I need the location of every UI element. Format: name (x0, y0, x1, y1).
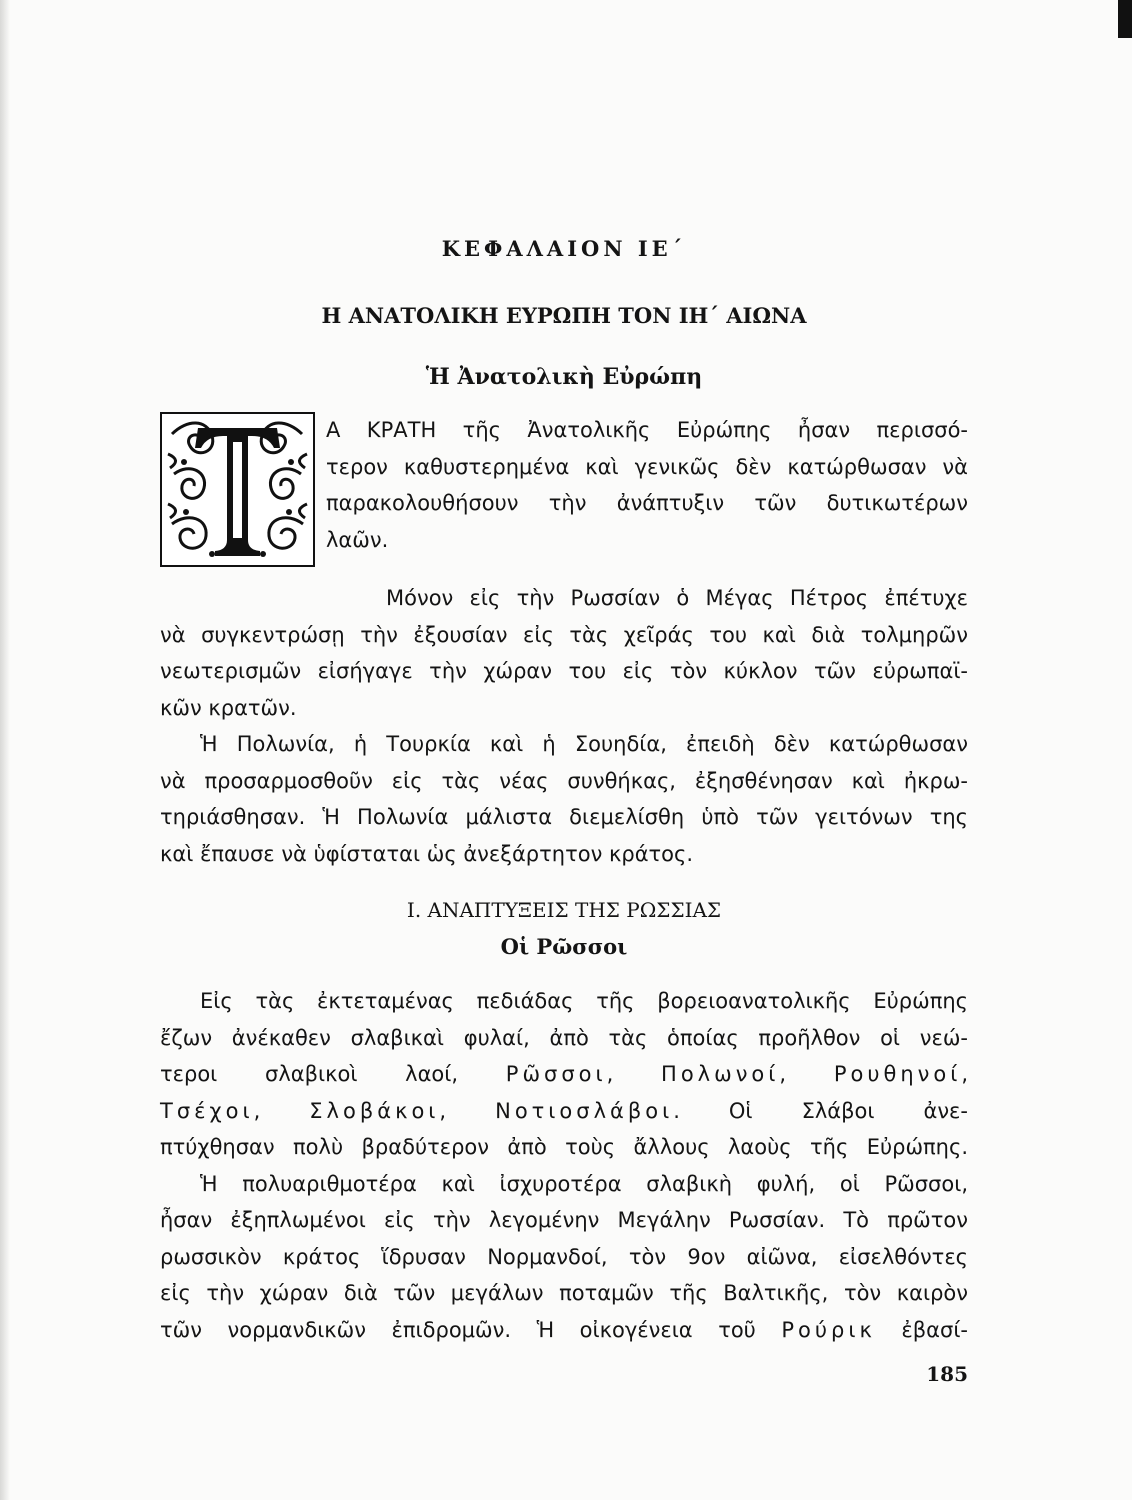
text-line: Εἰς τὰς ἐκτεταμένας πεδιάδας τῆς βορειοανατολικῆς Εὐρώπης (200, 989, 968, 1013)
text-line: καὶ ἔπαυσε νὰ ὑφίσταται ὡς ἀνεξάρτητον κράτος. (160, 841, 694, 866)
section-title: Ἡ Ἀνατολικὴ Εὐρώπη (425, 364, 703, 390)
spaced-name: Τσέχοι (160, 1098, 254, 1123)
text-line: κῶν κρατῶν. (160, 695, 297, 720)
text-line: νεωτερισμῶν εἰσήγαγε τὴν χώραν του εἰς τὸν κύκλον τῶν εὐρωπαϊ- (160, 659, 968, 683)
text-line: πτύχθησαν πολὺ βραδύτερον ἀπὸ τοὺς ἄλλους λαοὺς τῆς Εὐρώπης. (160, 1135, 968, 1159)
text-line: ἔζων ἀνέκαθεν σλαβικαὶ φυλαί, ἀπὸ τὰς ὁποίας προῆλθον οἱ νεώ- (160, 1025, 968, 1050)
drop-cap-ornament (162, 414, 313, 565)
text-line: παρακολουθήσουν τὴν ἀνάπτυξιν τῶν δυτικωτέρων (326, 491, 968, 515)
corner-mark (1118, 0, 1132, 38)
text-fragment: . Οἱ Σλάβοι ἀνε- (673, 1098, 968, 1123)
text-fragment: , (439, 1098, 496, 1123)
spaced-name: Πολωνοί (661, 1062, 780, 1086)
text-fragment: , (253, 1098, 310, 1123)
text-line: εἰς τὴν χώραν διὰ τῶν μεγάλων ποταμῶν τῆς Βαλτικῆς, τὸν καιρὸν (160, 1281, 968, 1305)
chapter-heading: ΚΕΦΑΛΑΙΟΝ ΙΕ΄ (441, 236, 687, 261)
paragraph-poland-turkey-sweden (160, 726, 968, 872)
text-line: Μόνον εἰς τὴν Ρωσσίαν ὁ Μέγας Πέτρος ἐπέτυχε (386, 586, 968, 610)
text-line: νὰ συγκεντρώσῃ τὴν ἐξουσίαν εἰς τὰς χεῖράς του καὶ διὰ τολμηρῶν (160, 622, 968, 647)
text-fragment: , (779, 1062, 834, 1086)
text-fragment: ἐβασί- (875, 1317, 969, 1342)
text-line: Α ΚΡΑΤΗ τῆς Ἀνατολικῆς Εὐρώπης ἦσαν περισσό- (326, 418, 968, 442)
text-fragment: , (961, 1062, 969, 1086)
lead-lines (326, 412, 968, 558)
text-line: Ἡ πολυαριθμοτέρα καὶ ἰσχυροτέρα σλαβικὴ φυλή, οἱ Ρῶσσοι, (200, 1171, 968, 1196)
paragraph-russia-peter (160, 580, 968, 726)
spaced-name: Ρούρικ (781, 1317, 876, 1342)
text-line: λαῶν. (326, 527, 389, 552)
text-line: τερον καθυστερημένα καὶ γενικῶς δὲν κατώρθωσαν νὰ (326, 454, 968, 479)
spaced-name: Ρῶσσοι (505, 1062, 607, 1086)
spaced-name: Σλοβάκοι (309, 1098, 440, 1123)
chapter-title: Η ΑΝΑΤΟΛΙΚΗ ΕΥΡΩΠΗ ΤΟΝ ΙΗ΄ ΑΙΩΝΑ (321, 303, 807, 328)
text-line: ρωσσικὸν κράτος ἵδρυσαν Νορμανδοί, τὸν 9ον αἰῶνα, εἰσελθόντες (160, 1244, 968, 1269)
text-line (160, 1312, 968, 1349)
page-content (160, 236, 968, 1348)
text-line: Ἡ Πολωνία, ἡ Τουρκία καὶ ἡ Σουηδία, ἐπειδὴ δὲν κατώρθωσαν (200, 732, 968, 756)
text-fragment: τῶν νορμανδικῶν ἐπιδρομῶν. Ἡ οἰκογένεια τοῦ (160, 1317, 782, 1342)
page-number: 185 (926, 1362, 968, 1386)
lead-paragraph (160, 412, 968, 580)
text-line: νὰ προσαρμοσθοῦν εἰς τὰς νέας συνθήκας, ἐξησθένησαν καὶ ἠκρω- (160, 768, 968, 793)
subsection-heading: Ι. ΑΝΑΠΤΥΞΕΙΣ ΤΗΣ ΡΩΣΣΙΑΣ (406, 898, 722, 922)
text-line (160, 1093, 968, 1130)
spaced-name: Νοτιοσλάβοι (495, 1098, 674, 1123)
text-fragment: τεροι σλαβικοὶ λαοί, (160, 1062, 506, 1086)
text-fragment: , (606, 1062, 662, 1086)
text-line: ἦσαν ἐξηπλωμένοι εἰς τὴν λεγομένην Μεγάλην Ρωσσίαν. Τὸ πρῶτον (160, 1208, 968, 1232)
spaced-name: Ρουθηνοί (833, 1062, 962, 1086)
text-line (160, 1056, 968, 1093)
subsection-title: Οἱ Ρῶσσοι (500, 934, 628, 959)
ornamental-drop-cap-icon (160, 412, 315, 567)
paragraph-slavs (160, 983, 968, 1348)
page-edge (0, 0, 10, 1500)
text-line: τηριάσθησαν. Ἡ Πολωνία μάλιστα διεμελίσθη ὑπὸ τῶν γειτόνων της (160, 805, 968, 829)
